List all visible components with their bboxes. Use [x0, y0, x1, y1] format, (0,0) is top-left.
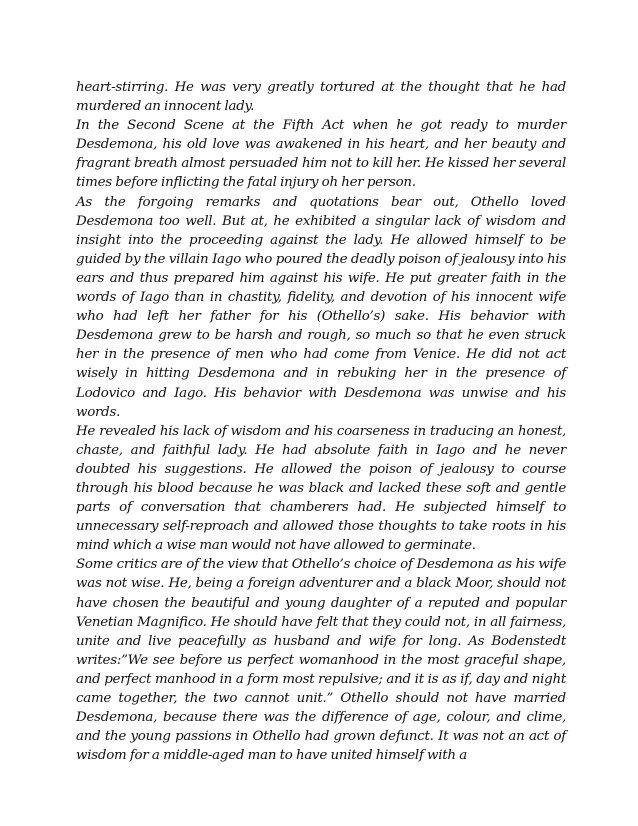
body-text — [76, 78, 566, 765]
paragraph-5: Some critics are of the view that Othello’s choice of Desdemona as his wife was not wise. He, being a foreign adventurer and a black Moor, should not have chosen the beautiful and young daughter of a reputed and popular Venetian Magnifico. He should have felt that they could not, in all fairness, unite and live peacefully as husband and wife for long. As Bodenstedt writes:”We see before us perfect womanhood in the most graceful shape, and perfect manhood in a form most repulsive; and it is as if, day and night came together, the two cannot unit.” Othello should not have married Desdemona, because there was the difference of age, colour, and clime, and the young passions in Othello had grown defunct. It was not an act of wisdom for a middle-aged man to have united himself with a — [76, 557, 566, 764]
paragraph-1: heart-stirring. He was very greatly tortured at the thought that he had murdered an innocent lady. — [76, 80, 566, 115]
paragraph-3: As the forgoing remarks and quotations bear out, Othello loved Desdemona too well. But at, he exhibited a singular lack of wisdom and insight into the proceeding against the lady. He allowed himself to be guided by the villain Iago who poured the deadly poison of jealousy into his ears and thus prepared him against his wife. He put greater faith in the words of Iago than in chastity, fidelity, and devotion of his innocent wife who had left her father for his (Othello’s) sake. His behavior with Desdemona grew to be harsh and rough, so much so that he even struck her in the presence of men who had come from Venice. He did not act wisely in hitting Desdemona and in rebuking her in the presence of Lodovico and Iago. His behavior with Desdemona was unwise and his words. — [76, 194, 566, 420]
paragraph-2: In the Second Scene at the Fifth Act when he got ready to murder Desdemona, his old love was awakened in his heart, and her beauty and fragrant breath almost persuaded him not to kill her. He kissed her several times before inflicting the fatal injury oh her person. — [76, 118, 566, 191]
paragraph-4: He revealed his lack of wisdom and his coarseness in traducing an honest, chaste, and faithful lady. He had absolute faith in Iago and he never doubted his suggestions. He allowed the poison of jealousy to course through his blood because he was black and lacked these soft and gentle parts of conversation that chamberers had. He subjected himself to unnecessary self-reproach and allowed those thoughts to take roots in his mind which a wise man would not have allowed to germinate. — [76, 423, 566, 554]
